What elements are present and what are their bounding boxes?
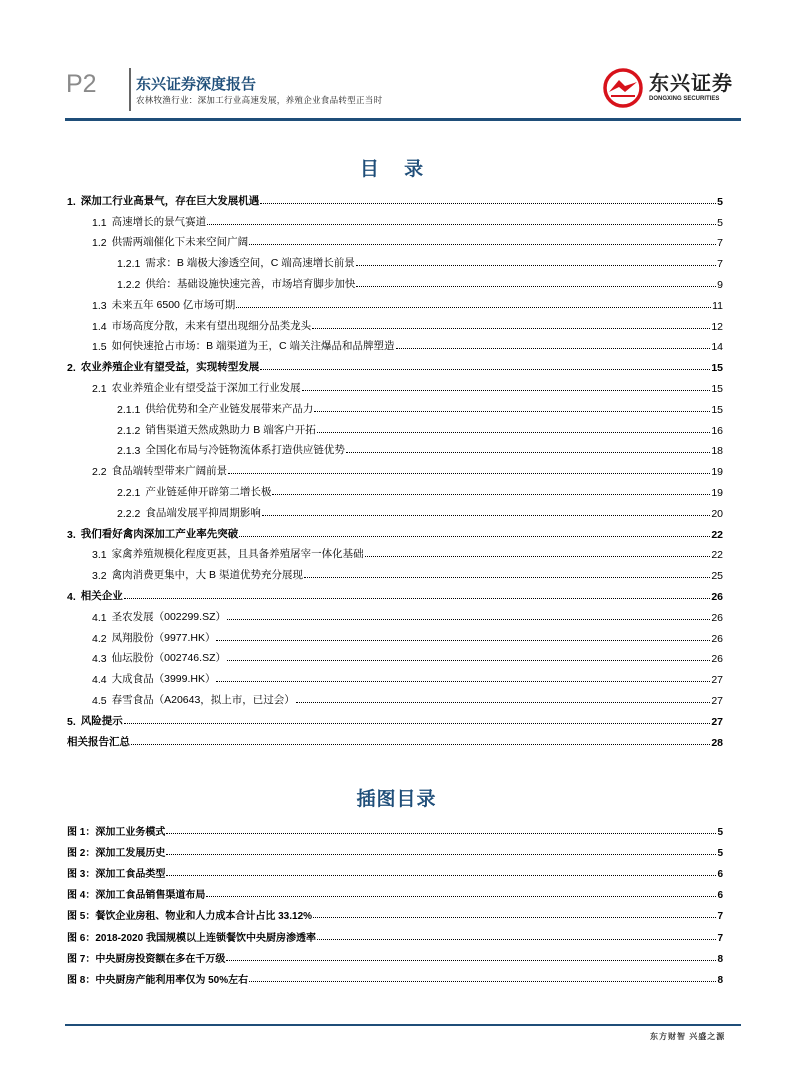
entry-label: 深加工业务模式: [95, 827, 166, 839]
entry-page: 26: [711, 611, 723, 624]
dot-leader: [396, 348, 711, 349]
entry-number: 2.1: [92, 382, 107, 395]
entry-label: 2018-2020 我国规模以上连锁餐饮中央厨房渗透率: [95, 932, 316, 944]
toc-entry[interactable]: [67, 922, 723, 943]
entry-number: 图 7：: [67, 953, 96, 965]
entry-label: 圣农发展（002299.SZ）: [111, 610, 226, 623]
dot-leader: [356, 286, 716, 287]
toc-entry[interactable]: [67, 499, 723, 520]
toc-entry[interactable]: [67, 541, 723, 562]
toc-entry[interactable]: [67, 645, 723, 666]
toc-entry[interactable]: [67, 208, 723, 229]
entry-label: 销售渠道天然成熟助力 B 端客户开拓: [145, 423, 316, 436]
entry-label: 相关企业: [80, 589, 123, 602]
entry-number: 4.3: [92, 653, 107, 666]
footer-line: [65, 1024, 741, 1026]
entry-number: 5.: [67, 715, 76, 728]
entry-number: 图 1：: [67, 827, 96, 839]
entry-label: 禽肉消费更集中，大 B 渠道优势充分展现: [111, 569, 303, 582]
entry-label: 深加工发展历史: [95, 848, 166, 860]
report-subtitle: 农林牧渔行业：深加工行业高速发展，养殖企业食品转型正当时: [136, 95, 383, 105]
dot-leader: [239, 536, 710, 537]
entry-number: 1.4: [92, 320, 107, 333]
entry-label: 未来五年 6500 亿市场可期: [111, 298, 236, 311]
entry-label: 中央厨房产能利用率仅为 50%左右: [95, 974, 249, 986]
header-divider: [129, 68, 131, 111]
entry-page: 27: [711, 715, 723, 728]
dot-leader: [166, 854, 716, 855]
entry-number: 1.2.2: [117, 278, 141, 291]
entry-number: 3.1: [92, 549, 107, 562]
dot-leader: [365, 556, 711, 557]
entry-page: 27: [711, 674, 723, 687]
entry-number: 1.2: [92, 237, 107, 250]
entry-number: 图 8：: [67, 974, 96, 986]
toc-entry[interactable]: [67, 665, 723, 686]
entry-page: 15: [711, 403, 723, 416]
report-title: 东兴证券深度报告: [136, 76, 257, 93]
entry-number: 图 4：: [67, 890, 96, 902]
dot-leader: [260, 369, 710, 370]
entry-page: 28: [711, 736, 723, 749]
dot-leader: [227, 660, 710, 661]
entry-page: 25: [711, 570, 723, 583]
entry-label: 市场高度分散，未来有望出现细分品类龙头: [111, 319, 312, 332]
toc-entry[interactable]: [67, 686, 723, 707]
toc-entry[interactable]: [67, 229, 723, 250]
entry-label: 供给：基础设施快速完善，市场培育脚步加快: [145, 277, 356, 290]
entry-page: 6: [717, 869, 723, 881]
entry-label: 产业链延伸开辟第二增长极: [145, 485, 272, 498]
entry-page: 7: [717, 237, 723, 250]
entry-page: 5: [717, 827, 723, 839]
entry-number: 2.2.2: [117, 507, 141, 520]
toc-entry[interactable]: [67, 291, 723, 312]
toc-entry[interactable]: [67, 187, 723, 208]
entry-label: 大成食品（3999.HK）: [111, 673, 216, 686]
entry-number: 3.2: [92, 570, 107, 583]
entry-number: 4.4: [92, 674, 107, 687]
entry-page: 6: [717, 890, 723, 902]
toc-entry[interactable]: [67, 624, 723, 645]
entry-number: 1.2.1: [117, 258, 141, 271]
dot-leader: [262, 515, 710, 516]
entry-page: 5: [717, 195, 723, 208]
entry-page: 7: [717, 932, 723, 944]
entry-page: 22: [711, 528, 723, 541]
entry-number: 4.5: [92, 694, 107, 707]
entry-number: 2.1.2: [117, 424, 141, 437]
entry-page: 18: [711, 445, 723, 458]
entry-label: 中央厨房投资额在多在千万级: [95, 953, 226, 965]
dot-leader: [312, 328, 710, 329]
entry-number: 1.3: [92, 299, 107, 312]
entry-page: 26: [711, 590, 723, 603]
page-number: P2: [66, 70, 97, 98]
dot-leader: [346, 452, 710, 453]
dot-leader: [228, 473, 710, 474]
dot-leader: [236, 307, 711, 308]
entry-number: 4.2: [92, 632, 107, 645]
entry-label: 春雪食品（A20643，拟上市，已过会）: [111, 693, 295, 706]
entry-label: 仙坛股份（002746.SZ）: [111, 652, 226, 665]
dot-leader: [166, 875, 716, 876]
dot-leader: [272, 494, 710, 495]
entry-label: 深加工行业高景气，存在巨大发展机遇: [80, 194, 260, 207]
dot-leader: [124, 598, 711, 599]
dot-leader: [317, 939, 716, 940]
toc-entry[interactable]: [67, 582, 723, 603]
entry-number: 图 3：: [67, 869, 96, 881]
entry-number: 2.2.1: [117, 486, 141, 499]
figure-list: [67, 817, 723, 986]
dot-leader: [207, 224, 716, 225]
toc-entry[interactable]: [67, 707, 723, 728]
entry-label: 食品端转型带来广阔前景: [111, 465, 228, 478]
entry-label: 风险提示: [80, 714, 123, 727]
entry-label: 供需两端催化下未来空间广阔: [111, 236, 249, 249]
entry-number: 1.5: [92, 341, 107, 354]
toc-entry[interactable]: [67, 478, 723, 499]
logo-text-cn: 东兴证券: [649, 73, 733, 95]
entry-label: 我们看好禽肉深加工产业率先突破: [80, 527, 239, 540]
entry-label: 供给优势和全产业链发展带来产品力: [145, 402, 314, 415]
table-of-contents: [67, 187, 723, 749]
entry-page: 15: [711, 362, 723, 375]
dot-leader: [314, 411, 710, 412]
dot-leader: [131, 744, 710, 745]
entry-page: 26: [711, 653, 723, 666]
toc-entry[interactable]: [67, 965, 723, 986]
dot-leader: [124, 723, 711, 724]
dot-leader: [249, 244, 716, 245]
entry-page: 5: [717, 848, 723, 860]
entry-number: 2.1.1: [117, 403, 141, 416]
entry-label: 相关报告汇总: [67, 735, 130, 748]
entry-label: 深加工食品销售渠道布局: [95, 890, 206, 902]
entry-page: 8: [717, 953, 723, 965]
toc-entry[interactable]: [67, 838, 723, 859]
entry-number: 图 5：: [67, 911, 96, 923]
entry-page: 20: [711, 507, 723, 520]
toc-title: 目 录: [359, 159, 434, 180]
dot-leader: [216, 640, 710, 641]
dot-leader: [317, 432, 711, 433]
logo-text-en: DONGXING SECURITIES: [649, 96, 720, 102]
toc-entry[interactable]: [67, 416, 723, 437]
entry-label: 凤翔股份（9977.HK）: [111, 631, 216, 644]
entry-page: 7: [717, 911, 723, 923]
toc-entry[interactable]: [67, 728, 723, 749]
entry-number: 4.1: [92, 611, 107, 624]
toc-entry[interactable]: [67, 333, 723, 354]
toc-entry[interactable]: [67, 374, 723, 395]
dot-leader: [249, 981, 716, 982]
entry-page: 19: [711, 466, 723, 479]
toc-entry[interactable]: [67, 561, 723, 582]
dot-leader: [302, 390, 711, 391]
dot-leader: [166, 833, 716, 834]
entry-page: 27: [711, 694, 723, 707]
entry-page: 14: [711, 341, 723, 354]
dot-leader: [216, 681, 710, 682]
dot-leader: [304, 577, 710, 578]
toc-entry[interactable]: [67, 944, 723, 965]
entry-page: 9: [717, 278, 723, 291]
entry-number: 3.: [67, 528, 76, 541]
entry-label: 深加工食品类型: [95, 869, 166, 881]
toc-entry[interactable]: [67, 249, 723, 270]
entry-page: 7: [717, 258, 723, 271]
dot-leader: [313, 917, 716, 918]
toc-entry[interactable]: [67, 859, 723, 880]
dot-leader: [296, 702, 711, 703]
toc-entry[interactable]: [67, 353, 723, 374]
entry-label: 餐饮企业房租、物业和人力成本合计占比 33.12%: [95, 911, 313, 923]
toc-entry[interactable]: [67, 395, 723, 416]
toc-entry[interactable]: [67, 603, 723, 624]
dot-leader: [260, 203, 716, 204]
entry-page: 16: [711, 424, 723, 437]
entry-label: 农业养殖企业有望受益于深加工行业发展: [111, 381, 301, 394]
toc-entry[interactable]: [67, 880, 723, 901]
entry-label: 食品端发展平抑周期影响: [145, 506, 261, 519]
dot-leader: [206, 896, 716, 897]
entry-number: 图 2：: [67, 848, 96, 860]
entry-number: 1.: [67, 195, 76, 208]
toc-entry[interactable]: [67, 520, 723, 541]
entry-label: 农业养殖企业有望受益，实现转型发展: [80, 361, 260, 374]
entry-page: 12: [711, 320, 723, 333]
toc-entry[interactable]: [67, 457, 723, 478]
header-bar: [65, 118, 741, 121]
toc-entry[interactable]: [67, 270, 723, 291]
entry-label: 高速增长的景气赛道: [111, 215, 207, 228]
dot-leader: [356, 265, 716, 266]
entry-label: 全国化布局与冷链物流体系打造供应链优势: [145, 444, 345, 457]
entry-number: 4.: [67, 590, 76, 603]
entry-page: 26: [711, 632, 723, 645]
entry-page: 19: [711, 486, 723, 499]
footer-slogan: 东方财智 兴盛之源: [650, 1032, 726, 1041]
toc-entry[interactable]: [67, 817, 723, 838]
entry-page: 11: [712, 299, 723, 312]
entry-label: 如何快速抢占市场：B 端渠道为王，C 端关注爆品和品牌塑造: [111, 340, 395, 353]
entry-page: 15: [711, 382, 723, 395]
entry-page: 5: [717, 216, 723, 229]
entry-label: 家禽养殖规模化程度更甚，且具备养殖屠宰一体化基础: [111, 548, 364, 561]
dot-leader: [227, 619, 710, 620]
entry-number: 2.1.3: [117, 445, 141, 458]
dot-leader: [226, 960, 716, 961]
toc-entry[interactable]: [67, 901, 723, 922]
company-logo: [603, 68, 733, 108]
figure-list-title: 插图目录: [356, 789, 437, 810]
entry-number: 2.2: [92, 466, 107, 479]
entry-page: 22: [711, 549, 723, 562]
entry-number: 2.: [67, 362, 76, 375]
entry-label: 需求：B 端极大渗透空间，C 端高速增长前景: [145, 257, 355, 270]
logo-mark-icon: [603, 68, 643, 108]
entry-number: 1.1: [92, 216, 107, 229]
toc-entry[interactable]: [67, 312, 723, 333]
entry-number: 图 6：: [67, 932, 96, 944]
toc-entry[interactable]: [67, 437, 723, 458]
entry-page: 8: [717, 974, 723, 986]
